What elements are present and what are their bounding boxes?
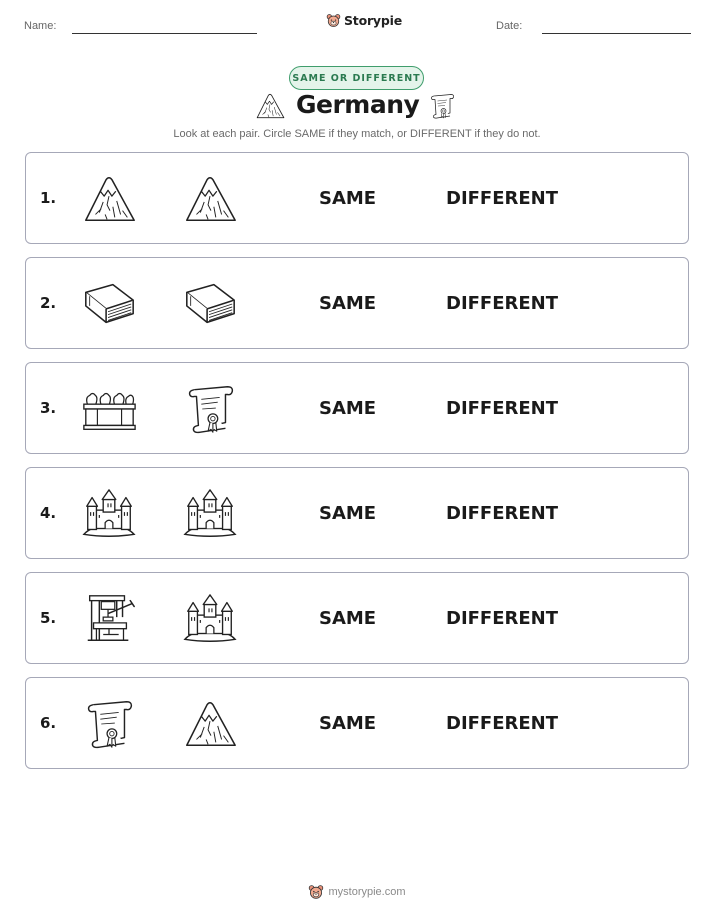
same-option[interactable]: SAME (319, 293, 377, 314)
castle-icon (181, 486, 239, 542)
footer (0, 884, 714, 900)
question-row-3 (25, 362, 689, 454)
question-row-2 (25, 257, 689, 349)
bear-mascot-icon (326, 13, 341, 28)
different-option[interactable]: DIFFERENT (446, 398, 559, 419)
same-option[interactable]: SAME (319, 608, 377, 629)
question-number: 2. (40, 294, 57, 312)
same-option[interactable]: SAME (319, 188, 377, 209)
worksheet-type-badge: SAME OR DIFFERENT (289, 66, 424, 90)
question-row-4 (25, 467, 689, 559)
question-row-1 (25, 152, 689, 244)
page-title: Germany (296, 90, 420, 119)
name-label: Name: (24, 20, 57, 32)
same-option[interactable]: SAME (319, 713, 377, 734)
bear-mascot-icon (308, 884, 324, 900)
question-row-6 (25, 677, 689, 769)
mountain-icon (254, 91, 286, 121)
question-number: 3. (40, 399, 57, 417)
different-option[interactable]: DIFFERENT (446, 713, 559, 734)
different-option[interactable]: DIFFERENT (446, 608, 559, 629)
question-number: 5. (40, 609, 57, 627)
castle-icon (181, 591, 239, 647)
mountain-icon (181, 696, 239, 752)
footer-url[interactable]: mystorypie.com (328, 886, 406, 898)
question-number: 6. (40, 714, 57, 732)
different-option[interactable]: DIFFERENT (446, 293, 559, 314)
scroll-icon (181, 381, 239, 437)
scroll-icon (80, 696, 138, 752)
brand-logo (326, 13, 402, 28)
castle-icon (80, 486, 138, 542)
planter-icon (80, 381, 138, 437)
scroll-icon (427, 90, 457, 122)
same-option[interactable]: SAME (319, 398, 377, 419)
question-number: 1. (40, 189, 57, 207)
printing-press-icon (80, 591, 138, 647)
same-option[interactable]: SAME (319, 503, 377, 524)
date-label: Date: (496, 20, 523, 32)
different-option[interactable]: DIFFERENT (446, 503, 559, 524)
book-icon (80, 276, 138, 332)
question-number: 4. (40, 504, 57, 522)
question-row-5 (25, 572, 689, 664)
mountain-icon (181, 171, 239, 227)
instructions: Look at each pair. Circle SAME if they match, or DIFFERENT if they do not. (173, 128, 541, 140)
name-field[interactable] (72, 33, 257, 34)
book-icon (181, 276, 239, 332)
different-option[interactable]: DIFFERENT (446, 188, 559, 209)
brand-name: Storypie (344, 13, 402, 28)
date-field[interactable] (542, 33, 691, 34)
mountain-icon (80, 171, 138, 227)
